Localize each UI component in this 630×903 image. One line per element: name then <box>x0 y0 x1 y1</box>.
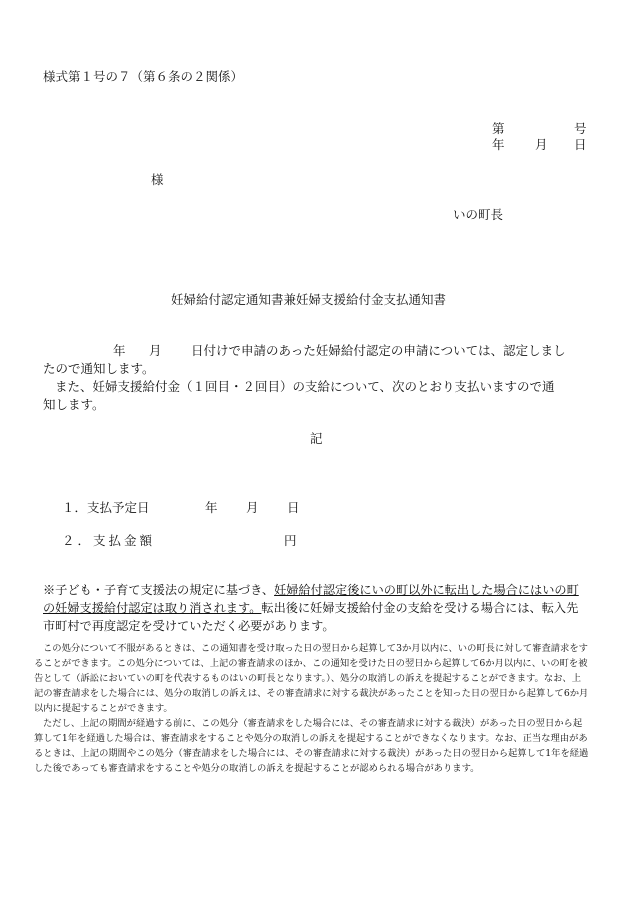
notice-part1: ※子ども・子育て支援法の規定に基づき、 <box>43 583 275 597</box>
appeal-notice <box>34 641 590 776</box>
appeal-paragraph-2: ただし、上記の期間が経過する前に、この処分（審査請求をした場合には、その審査請求に対する裁決）があった日の翌日から起算して1年を経過した場合は、審査請求をすることや処分の取消しの訴えを提起することができなくなります。なお、正当な理由があるときは、上記の期間やこの処分（審査請求をした場合には、その審査請求に対する裁決）があった日の翌日から起算して1年を経過した後であっても審査請求をすることや処分の取消しの訴えを提起することが認められる場合があります。 <box>34 718 589 774</box>
item1-year: 年 <box>205 500 218 515</box>
notice-part4: 転出後に妊婦支援給付金の支給を受ける場合には、転入先 <box>261 601 579 615</box>
date-day: 日 <box>574 137 587 152</box>
body-line1-text: 日付けで申請のあった妊婦給付認定の申請については、認定しまし <box>191 343 566 358</box>
body-month: 月 <box>149 343 162 358</box>
item1-day: 日 <box>287 500 300 515</box>
doc-number-prefix: 第 <box>492 121 505 136</box>
page-title: 妊婦給付認定通知書兼妊婦支援給付金支払通知書 <box>171 292 447 307</box>
date-year: 年 <box>492 137 505 152</box>
item2-label: ２．支払金額 <box>62 533 156 548</box>
appeal-paragraph-1: この処分について不服があるときは、この通知書を受け取った日の翌日から起算して3か月以内に、いの町長に対して審査請求をすることができます。この処分については、上記の審査請求のほか、この通知を受けた日の翌日から起算して6か月以内に、いの町を被告として（訴訟においていの町を代表するものはいの町長となります。）、処分の取消しの訴えを提起することができます。なお、上記の審査請求をした場合には、処分の取消しの訴えは、その審査請求に対する裁決があったことを知った日の翌日から起算して6か月以内に提起することができます。 <box>34 643 589 714</box>
ki-heading: 記 <box>310 431 323 446</box>
body-year: 年 <box>113 343 126 358</box>
notice-part2: 妊婦給付認定後にいの町以外に転出した場合にはいの町 <box>274 583 579 597</box>
notice-part5: 市町村で再度認定を受けていただく必要があります。 <box>43 619 335 633</box>
item2-unit: 円 <box>284 533 297 548</box>
body-line4: 知します。 <box>43 397 105 412</box>
issuer: いの町長 <box>453 207 504 222</box>
transfer-notice <box>43 581 591 635</box>
body-line2: たので通知します。 <box>43 361 155 376</box>
notice-part3: の妊婦支援給付認定は取り消されます。 <box>43 601 262 615</box>
item1-label: １．支払予定日 <box>62 500 150 515</box>
doc-number-suffix: 号 <box>574 121 587 136</box>
date-month: 月 <box>535 137 548 152</box>
item1-month: 月 <box>246 500 259 515</box>
form-number: 様式第１号の７（第６条の２関係） <box>43 69 244 84</box>
recipient-suffix: 様 <box>151 172 164 187</box>
body-line3: また、妊婦支援給付金（１回目・２回目）の支給について、次のとおり支払いますので通 <box>55 379 555 394</box>
